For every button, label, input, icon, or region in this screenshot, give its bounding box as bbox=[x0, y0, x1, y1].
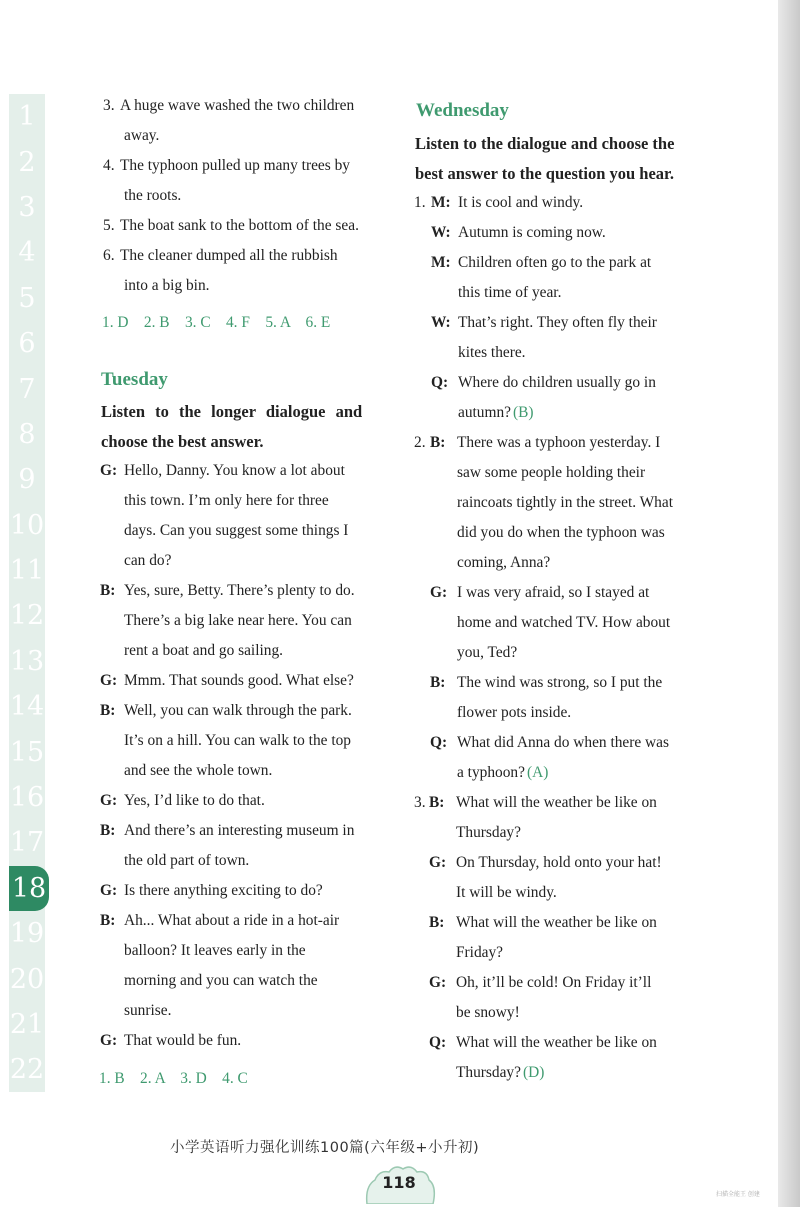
dialogue-line bbox=[457, 584, 649, 602]
dialogue-text: saw some people holding their bbox=[457, 464, 646, 481]
chapter-tab-14: 14 bbox=[9, 691, 45, 723]
answer-choice: (D) bbox=[522, 1064, 545, 1081]
item-sentence-cont: into a big bin. bbox=[124, 277, 210, 294]
dialogue-line bbox=[456, 1034, 657, 1052]
dialogue-text: What did Anna do when there was bbox=[457, 734, 669, 751]
dialogue-text: did you do when the typhoon was bbox=[457, 524, 665, 541]
dialogue-text: flower pots inside. bbox=[457, 704, 572, 721]
chapter-tab-21: 21 bbox=[9, 1009, 45, 1040]
dialogue-line-cont: balloon? It leaves early in the bbox=[124, 942, 306, 959]
speaker-label: W: bbox=[431, 314, 451, 331]
dialogue-line bbox=[458, 224, 606, 242]
item-sentence-cont: the roots. bbox=[124, 187, 182, 204]
dialogue-line-cont bbox=[457, 704, 571, 722]
speaker-label: M: bbox=[431, 194, 451, 211]
dialogue-line bbox=[457, 434, 660, 452]
speaker-label: B: bbox=[430, 674, 446, 691]
dialogue-text: That’s right. They often fly their bbox=[458, 314, 657, 331]
chapter-tab-1: 1 bbox=[18, 101, 36, 133]
speaker-label: Q: bbox=[431, 374, 449, 391]
speaker-label: Q: bbox=[429, 1034, 447, 1051]
dialogue-line bbox=[456, 914, 657, 932]
dialogue-line-cont bbox=[458, 404, 534, 422]
dialogue-text: Where do children usually go in bbox=[458, 374, 656, 391]
chapter-tab-17: 17 bbox=[9, 827, 45, 859]
item-sentence: The typhoon pulled up many trees by bbox=[120, 157, 350, 174]
dialogue-line-cont bbox=[457, 764, 548, 782]
chapter-tab-12: 12 bbox=[9, 600, 45, 632]
dialogue-text: It will be windy. bbox=[456, 884, 557, 901]
dialogue-text: kites there. bbox=[458, 344, 526, 361]
dialogue-line-cont bbox=[457, 614, 670, 632]
dialogue-text: this time of year. bbox=[458, 284, 562, 301]
chapter-tab-6: 6 bbox=[18, 328, 36, 360]
dialogue-text: Oh, it’ll be cold! On Friday it’ll bbox=[456, 974, 652, 991]
dialogue-text: Thursday? bbox=[456, 1064, 521, 1081]
dialogue-text: What will the weather be like on bbox=[456, 1034, 657, 1051]
dialogue-text: raincoats tightly in the street. What bbox=[457, 494, 673, 511]
chapter-tab-2: 2 bbox=[18, 146, 36, 178]
dialogue-text: home and watched TV. How about bbox=[457, 614, 671, 631]
chapter-tab-4: 4 bbox=[18, 237, 36, 269]
speaker-label: B: bbox=[429, 914, 445, 931]
speaker-label: B: bbox=[430, 434, 446, 451]
chapter-tab-13: 13 bbox=[9, 645, 45, 677]
dialogue-line-cont: morning and you can watch the bbox=[124, 972, 318, 989]
wednesday-instruction-1: Listen to the dialogue and choose the bbox=[415, 134, 675, 153]
chapter-tab-20: 20 bbox=[9, 963, 45, 995]
dialogue-line: Yes, I’d like to do that. bbox=[124, 792, 265, 809]
dialogue-text: autumn? bbox=[458, 404, 511, 421]
dialogue-line-cont bbox=[457, 464, 645, 482]
dialogue-line-cont: the old part of town. bbox=[124, 852, 250, 869]
monday-answers: 1. D 2. B 3. C 4. F 5. A 6. E bbox=[102, 314, 331, 331]
item-sentence-cont: away. bbox=[124, 127, 160, 144]
item-sentence: A huge wave washed the two children bbox=[120, 97, 355, 114]
dialogue-line-cont bbox=[456, 944, 503, 962]
dialogue-line: Well, you can walk through the park. bbox=[124, 702, 352, 719]
chapter-tab-18: 18 bbox=[9, 866, 49, 911]
dialogue-line-cont: days. Can you suggest some things I bbox=[124, 522, 349, 539]
tuesday-answers: 1. B 2. A 3. D 4. C bbox=[99, 1070, 248, 1087]
dialogue-text: There was a typhoon yesterday. I bbox=[457, 434, 661, 451]
dialogue-line: Is there anything exciting to do? bbox=[124, 882, 323, 899]
dialogue-line-cont bbox=[458, 344, 526, 362]
dialogue-line bbox=[458, 374, 656, 392]
dialogue-line bbox=[456, 794, 657, 812]
speaker-label: G: bbox=[429, 974, 447, 991]
answer-choice: (A) bbox=[526, 764, 549, 781]
chapter-tab-3: 3 bbox=[18, 191, 36, 223]
dialogue-line bbox=[457, 674, 662, 692]
item-sentence: The boat sank to the bottom of the sea. bbox=[120, 217, 359, 234]
speaker-label: M: bbox=[431, 254, 451, 271]
dialogue-text: What will the weather be like on bbox=[456, 914, 657, 931]
item-sentence: The cleaner dumped all the rubbish bbox=[120, 247, 338, 264]
speaker-label: G: bbox=[100, 792, 118, 809]
dialogue-line bbox=[457, 734, 669, 752]
dialogue-line bbox=[456, 974, 651, 992]
speaker-label: G: bbox=[100, 1032, 118, 1049]
wednesday-instruction-2: best answer to the question you hear. bbox=[415, 164, 674, 183]
scan-watermark: 扫描全能王 创建 bbox=[716, 1191, 760, 1198]
dialogue-line-cont: can do? bbox=[124, 552, 172, 569]
dialogue-text: Thursday? bbox=[456, 824, 521, 841]
dialogue-line-cont bbox=[456, 824, 521, 842]
dialogue-line-cont bbox=[456, 1064, 544, 1082]
dialogue-text: The wind was strong, so I put the bbox=[457, 674, 663, 691]
speaker-label: B: bbox=[429, 794, 445, 811]
chapter-tab-8: 8 bbox=[18, 418, 36, 450]
book-title-footer: 小学英语听力强化训练100篇(六年级+小升初) bbox=[170, 1140, 480, 1156]
dialogue-text: a typhoon? bbox=[457, 764, 525, 781]
dialogue-line: And there’s an interesting museum in bbox=[124, 822, 355, 839]
chapter-tab-7: 7 bbox=[18, 373, 36, 405]
dialogue-text: It is cool and windy. bbox=[458, 194, 584, 211]
speaker-label: G: bbox=[100, 882, 118, 899]
dialogue-line-cont: this town. I’m only here for three bbox=[124, 492, 329, 509]
answer-choice: (B) bbox=[513, 404, 534, 421]
dialogue-line: Mmm. That sounds good. What else? bbox=[124, 672, 354, 689]
wednesday-heading: Wednesday bbox=[416, 100, 509, 121]
speaker-label: B: bbox=[100, 582, 116, 599]
item-number: 4. bbox=[103, 157, 115, 174]
question-number: 3. bbox=[414, 794, 426, 811]
speaker-label: G: bbox=[430, 584, 448, 601]
item-number: 3. bbox=[103, 97, 115, 114]
speaker-label: W: bbox=[431, 224, 451, 241]
dialogue-line: Yes, sure, Betty. There’s plenty to do. bbox=[124, 582, 355, 599]
dialogue-line-cont: and see the whole town. bbox=[124, 762, 273, 779]
chapter-tab-9: 9 bbox=[18, 464, 36, 496]
speaker-label: B: bbox=[100, 912, 116, 929]
dialogue-line-cont: There’s a big lake near here. You can bbox=[124, 612, 352, 629]
dialogue-text: On Thursday, hold onto your hat! bbox=[456, 854, 662, 871]
dialogue-text: you, Ted? bbox=[457, 644, 518, 661]
tuesday-instruction-2: choose the best answer. bbox=[101, 432, 264, 451]
dialogue-line: Hello, Danny. You know a lot about bbox=[124, 462, 345, 479]
item-number: 6. bbox=[103, 247, 115, 264]
chapter-tab-15: 15 bbox=[9, 736, 45, 768]
speaker-label: B: bbox=[100, 822, 116, 839]
item-number: 5. bbox=[103, 217, 115, 234]
dialogue-text: be snowy! bbox=[456, 1004, 520, 1021]
speaker-label: B: bbox=[100, 702, 116, 719]
chapter-tab-5: 5 bbox=[18, 282, 36, 314]
speaker-label: Q: bbox=[430, 734, 448, 751]
dialogue-line-cont: rent a boat and go sailing. bbox=[124, 642, 283, 659]
dialogue-line-cont bbox=[457, 524, 665, 542]
chapter-tab-16: 16 bbox=[9, 782, 45, 814]
page-number: 118 bbox=[382, 1173, 416, 1192]
dialogue-line-cont bbox=[457, 644, 517, 662]
question-number: 1. bbox=[414, 194, 426, 211]
speaker-label: G: bbox=[429, 854, 447, 871]
dialogue-line: That would be fun. bbox=[124, 1032, 242, 1049]
chapter-tab-10: 10 bbox=[9, 509, 45, 541]
question-number: 2. bbox=[414, 434, 426, 451]
dialogue-line-cont bbox=[456, 1004, 520, 1022]
dialogue-line-cont bbox=[457, 494, 673, 512]
chapter-tab-19: 19 bbox=[9, 918, 45, 950]
speaker-label: G: bbox=[100, 672, 118, 689]
dialogue-line-cont: It’s on a hill. You can walk to the top bbox=[124, 732, 351, 749]
dialogue-line bbox=[458, 194, 583, 212]
dialogue-line: Ah... What about a ride in a hot-air bbox=[124, 912, 340, 929]
dialogue-text: Children often go to the park at bbox=[458, 254, 652, 271]
chapter-tab-11: 11 bbox=[9, 555, 45, 587]
dialogue-text: What will the weather be like on bbox=[456, 794, 657, 811]
dialogue-line-cont: sunrise. bbox=[124, 1002, 172, 1019]
speaker-label: G: bbox=[100, 462, 118, 479]
page-number-badge bbox=[361, 1164, 437, 1204]
dialogue-text: I was very afraid, so I stayed at bbox=[457, 584, 650, 601]
dialogue-line bbox=[456, 854, 662, 872]
dialogue-line bbox=[458, 314, 657, 332]
dialogue-line-cont bbox=[456, 884, 557, 902]
dialogue-text: Autumn is coming now. bbox=[458, 224, 606, 241]
dialogue-text: Friday? bbox=[456, 944, 504, 961]
tuesday-heading: Tuesday bbox=[101, 369, 168, 390]
chapter-tab-22: 22 bbox=[9, 1054, 45, 1086]
dialogue-line-cont bbox=[458, 284, 561, 302]
tuesday-instruction-1: Listen to the longer dialogue and bbox=[101, 402, 363, 421]
dialogue-line bbox=[458, 254, 651, 272]
dialogue-text: coming, Anna? bbox=[457, 554, 551, 571]
dialogue-line-cont bbox=[457, 554, 550, 572]
